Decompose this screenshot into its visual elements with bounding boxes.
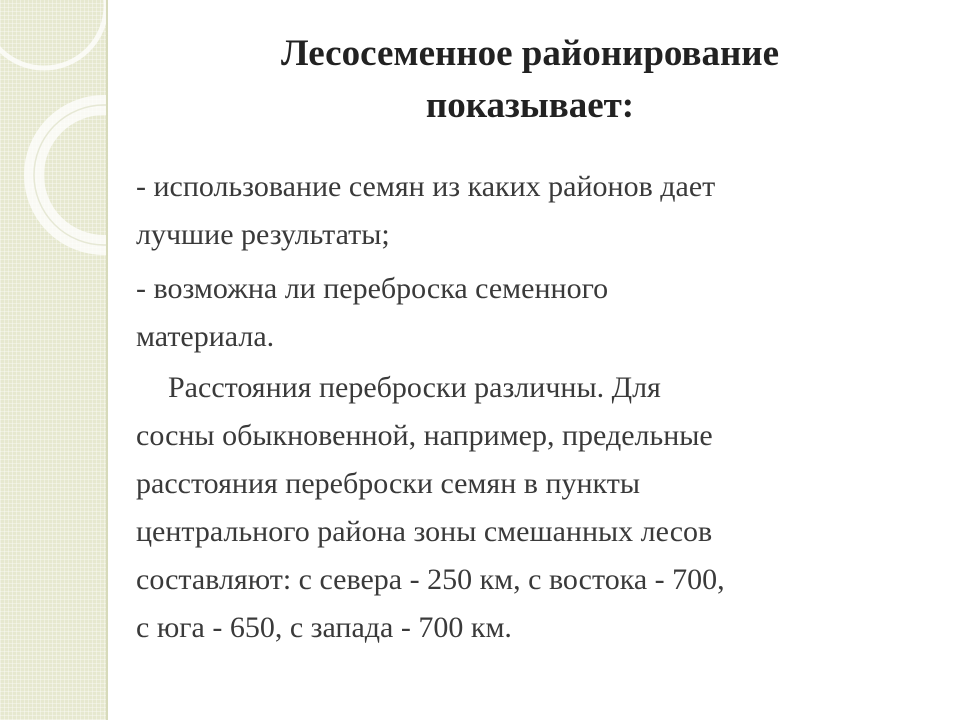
decorative-rings bbox=[0, 0, 106, 720]
bullet-item-2 bbox=[136, 265, 926, 361]
slide-title-line-2: показывает: bbox=[425, 85, 635, 126]
bullet-item-1 bbox=[136, 163, 926, 259]
slide-body bbox=[136, 163, 926, 652]
decorative-side-panel bbox=[0, 0, 106, 720]
body-paragraph-line-1: Расстояния переброски различны. Для bbox=[168, 371, 661, 404]
body-paragraph-line-3: расстояния переброски семян в пункты bbox=[136, 467, 640, 500]
panel-divider bbox=[106, 0, 108, 720]
body-paragraph-line-5: составляют: с севера - 250 км, с востока - 700, bbox=[136, 563, 725, 596]
bullet-item-1-line-1: - использование семян из каких районов дает bbox=[136, 170, 716, 203]
body-paragraph-line-6: с юга - 650, с запада - 700 км. bbox=[136, 611, 512, 644]
bullet-item-2-line-1: - возможна ли переброска семенного bbox=[136, 272, 609, 305]
slide-title bbox=[130, 28, 930, 132]
bullet-item-2-line-2: материала. bbox=[136, 320, 275, 353]
decorative-ring-middle bbox=[34, 105, 106, 245]
bullet-item-1-line-2: лучшие результаты; bbox=[136, 218, 390, 251]
decorative-ring-top bbox=[0, 0, 106, 68]
body-paragraph-line-2: сосны обыкновенной, например, предельные bbox=[136, 419, 713, 452]
body-paragraph bbox=[136, 364, 926, 652]
slide-title-line-1: Лесосеменное районирование bbox=[280, 33, 780, 74]
body-paragraph-line-4: центрального района зоны смешанных лесов bbox=[136, 515, 713, 548]
